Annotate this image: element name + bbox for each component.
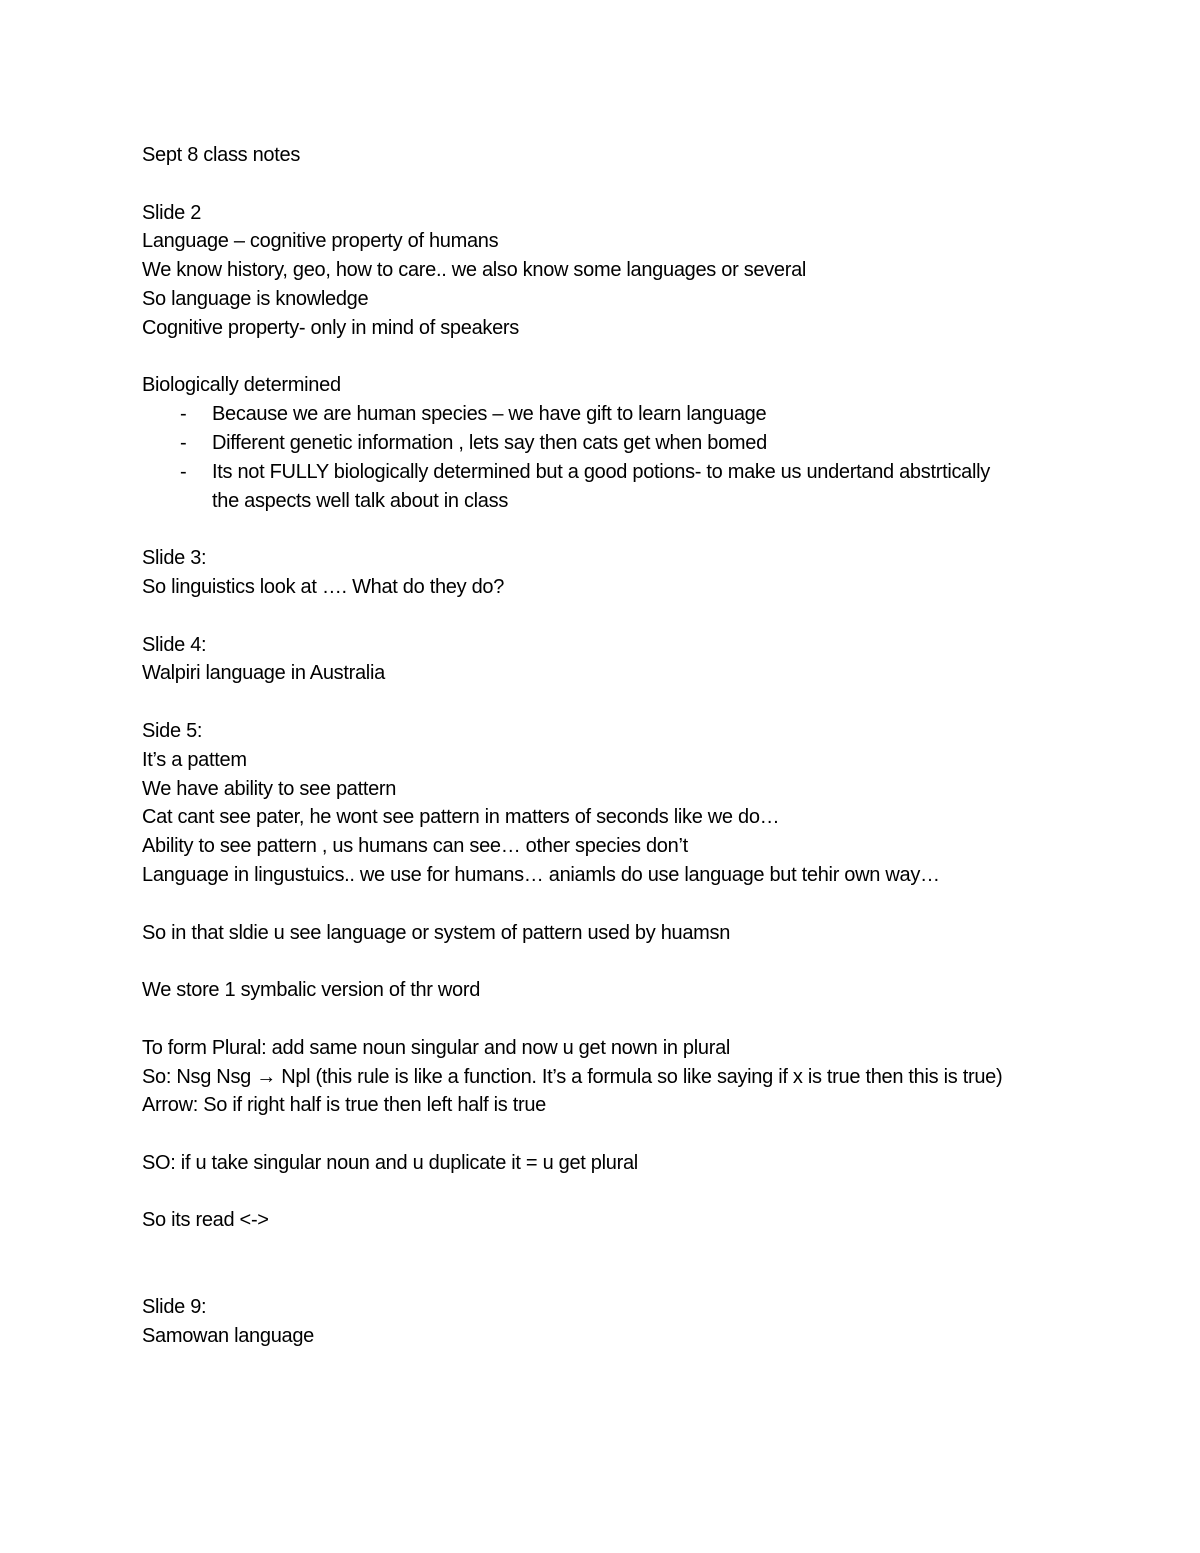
slide3-heading: Slide 3: xyxy=(142,547,207,570)
slide5-line-3: Cat cant see pater, he wont see pattern in matters of seconds like we do… xyxy=(142,806,780,829)
bullet-text: Different genetic information , lets say then cats get when bomed xyxy=(212,431,767,454)
bullet-text: Its not FULLY biologically determined but a good potions- to make us undertand abstrtically the aspects well talk about in class xyxy=(212,460,990,512)
spacer xyxy=(142,947,1082,976)
bio-bullet-3 xyxy=(142,458,1012,516)
slide2-heading: Slide 2 xyxy=(142,201,202,224)
bio-heading: Biologically determined xyxy=(142,374,341,397)
spacer xyxy=(142,1005,1082,1034)
slide9-heading: Slide 9: xyxy=(142,1295,207,1318)
bio-bullet-1 xyxy=(142,400,1082,429)
so-line: SO: if u take singular noun and u duplicate it = u get plural xyxy=(142,1151,638,1174)
spacer xyxy=(142,1120,1082,1149)
document-page xyxy=(142,141,1082,1350)
spacer xyxy=(142,343,1082,372)
bio-bullet-2 xyxy=(142,429,1082,458)
slide4-heading: Slide 4: xyxy=(142,633,207,656)
document-title: Sept 8 class notes xyxy=(142,144,301,166)
rule-line xyxy=(142,1063,1072,1092)
slide5-line-1: It’s a pattem xyxy=(142,748,247,771)
rule-suffix: Npl (this rule is like a function. It’s a formula so like saying if x is true then this is true) xyxy=(275,1065,1003,1088)
right-arrow-icon: → xyxy=(256,1065,276,1088)
slide5-line-4: Ability to see pattern , us humans can see… other species don’t xyxy=(142,835,688,858)
bullet-text: Because we are human species – we have gift to learn language xyxy=(212,403,767,426)
slide5-line-2: We have ability to see pattern xyxy=(142,777,397,800)
spacer xyxy=(142,688,1082,717)
slide2-line-4: Cognitive property- only in mind of speakers xyxy=(142,316,519,339)
rule-prefix: So: Nsg Nsg xyxy=(142,1065,257,1088)
bullet-dash: - xyxy=(180,431,187,454)
slide2-line-1: Language – cognitive property of humans xyxy=(142,230,499,253)
arrow-line: Arrow: So if right half is true then left half is true xyxy=(142,1094,546,1117)
plural-line: To form Plural: add same noun singular and now u get nown in plural xyxy=(142,1036,731,1059)
slide3-line: So linguistics look at …. What do they do? xyxy=(142,575,505,598)
spacer xyxy=(142,602,1082,631)
read-line: So its read <-> xyxy=(142,1209,269,1232)
spacer xyxy=(142,170,1082,199)
slide4-line: Walpiri language in Australia xyxy=(142,662,385,685)
slide5-line-5: Language in lingustuics.. we use for humans… aniamls do use language but tehir own way… xyxy=(142,863,940,886)
spacer xyxy=(142,1235,1082,1264)
slide2-line-3: So language is knowledge xyxy=(142,287,369,310)
spacer xyxy=(142,1264,1082,1293)
slide5-paragraph-2: We store 1 symbalic version of thr word xyxy=(142,979,481,1002)
slide5-heading: Side 5: xyxy=(142,719,203,742)
spacer xyxy=(142,1178,1082,1207)
spacer xyxy=(142,515,1082,544)
slide2-line-2: We know history, geo, how to care.. we also know some languages or several xyxy=(142,259,807,282)
spacer xyxy=(142,890,1082,919)
slide9-line: Samowan language xyxy=(142,1324,314,1347)
bullet-dash: - xyxy=(180,403,187,426)
bullet-dash: - xyxy=(180,460,187,483)
slide5-paragraph-1: So in that sldie u see language or system of pattern used by huamsn xyxy=(142,921,731,944)
